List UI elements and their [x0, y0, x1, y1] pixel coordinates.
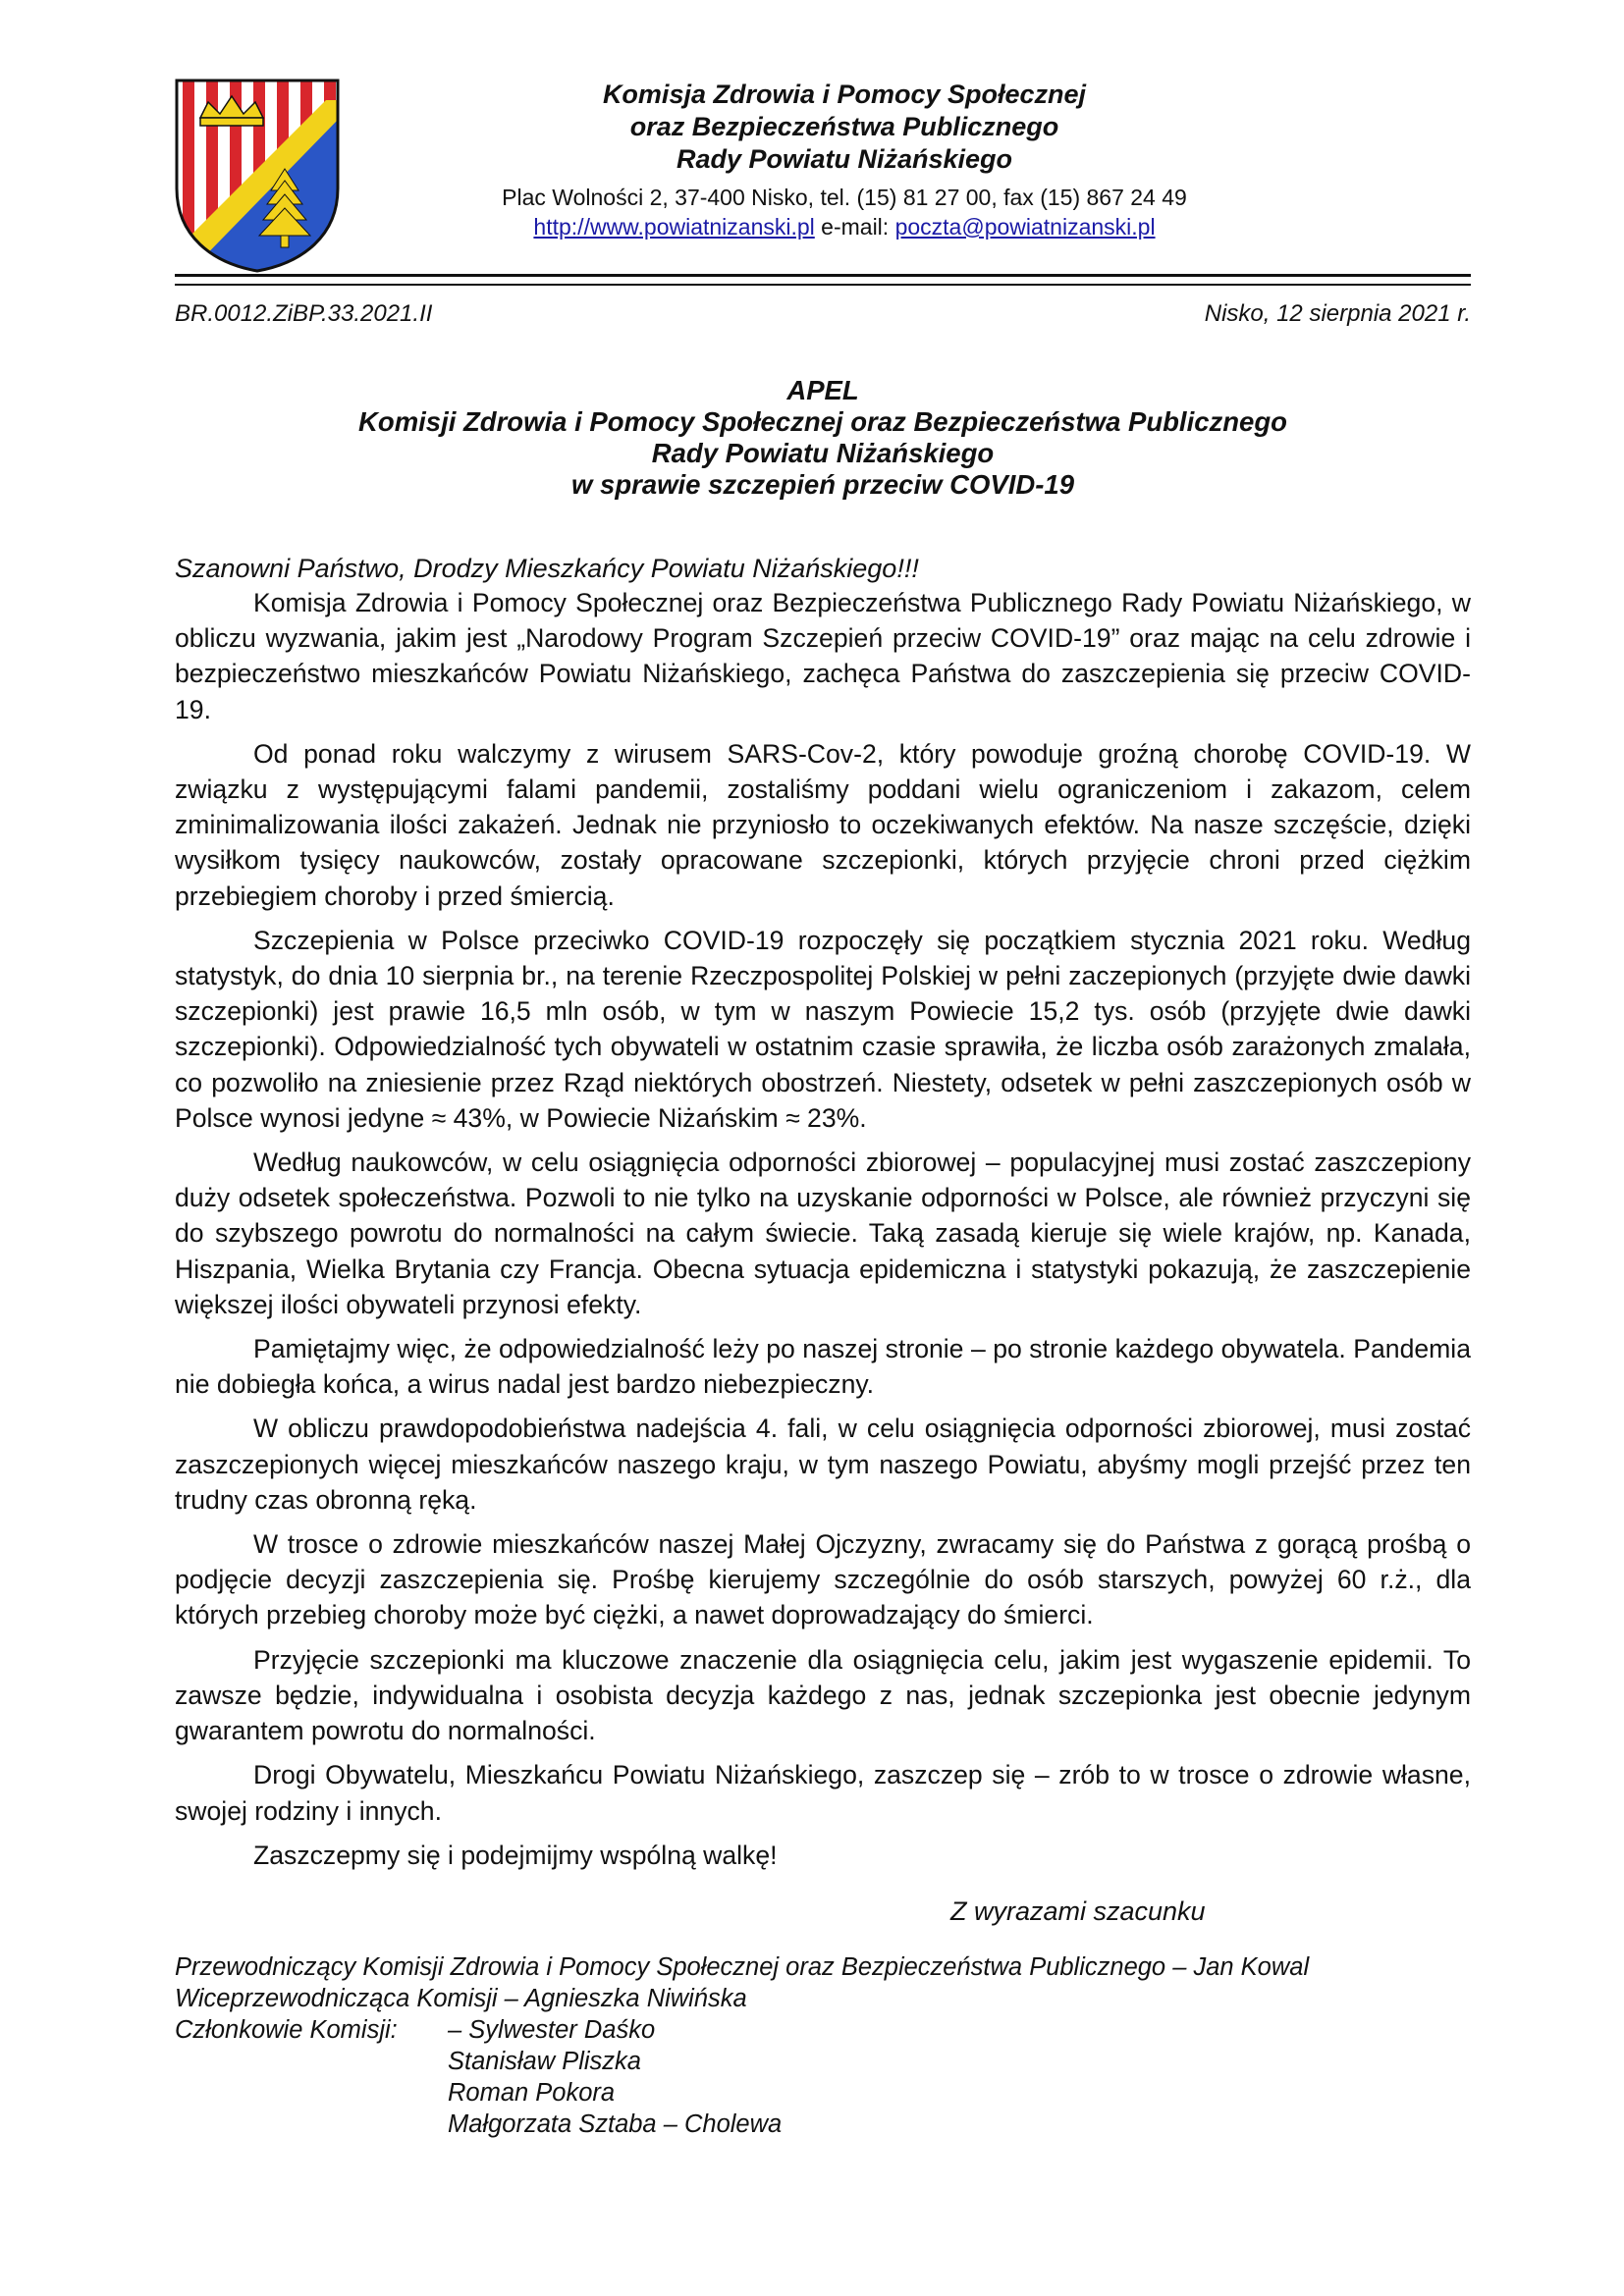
reference-number: BR.0012.ZiBP.33.2021.II: [175, 300, 433, 327]
letter-body: [175, 585, 1471, 1882]
paragraph: Zaszczepmy się i podejmijmy wspólną walkę!: [253, 1840, 778, 1870]
paragraph: W obliczu prawdopodobieństwa nadejścia 4. fali, w celu osiągnięcia odporności zbiorowej, musi zostać zaszczepionych więcej mieszkańców naszego kraju, w tym naszego Powiatu, abyśmy mogli przejść przez ten trudny czas obronną ręką.: [175, 1414, 1471, 1515]
email-label: e-mail:: [821, 214, 890, 240]
header-divider-thin: [175, 284, 1471, 286]
title-line: w sprawie szczepień przeciw COVID-19: [571, 469, 1074, 500]
member-name: Stanisław Pliszka: [448, 2048, 641, 2075]
coat-of-arms-logo: [175, 79, 340, 273]
place-date: Nisko, 12 sierpnia 2021 r.: [1204, 300, 1471, 327]
paragraph: Od ponad roku walczymy z wirusem SARS-Cov-2, który powoduje groźną chorobę COVID-19. W związku z występującymi falami pandemii, zostaliśmy poddani wielu ograniczeniom i zakazom, celem zminimalizowania ilości zakażeń. Jednak nie przyniosło to oczekiwanych efektów. Na nasze szczęście, dzięki wysiłkom tysięcy naukowców, zostały opracowane szczepionki, których przyjęcie chroni przed ciężkim przebiegiem choroby i przed śmiercią.: [175, 738, 1471, 911]
member-name: – Sylwester Daśko: [448, 2016, 656, 2044]
paragraph: Drogi Obywatelu, Mieszkańcu Powiatu Niżańskiego, zaszczep się – zrób to w trosce o zdrowie własne, swojej rodziny i innych.: [175, 1760, 1471, 1826]
org-address: Plac Wolności 2, 37-400 Nisko, tel. (15) 81 27 00, fax (15) 867 24 49: [502, 185, 1187, 210]
paragraph: Według naukowców, w celu osiągnięcia odporności zbiorowej – populacyjnej musi zostać zaszczepiony duży odsetek społeczeństwa. Pozwoli to nie tylko na uzyskanie odporności w Polsce, ale również przyczyni się do szybszego powrotu do normalności na całym świecie. Taką zasadą kieruje się wiele krajów, np. Kanada, Hiszpania, Wielka Brytania czy Francja. Obecna sytuacja epidemiczna i statystyki pokazują, że zaszczepienie większej ilości obywateli przynosi efekty.: [175, 1148, 1471, 1319]
vice-chairman-signature: Wiceprzewodnicząca Komisji – Agnieszka Niwińska: [175, 1985, 747, 2012]
document-title: [175, 375, 1471, 501]
closing: Z wyrazami szacunku: [950, 1896, 1206, 1926]
org-name-line: oraz Bezpieczeństwa Publicznego: [629, 112, 1059, 141]
title-line: Komisji Zdrowia i Pomocy Społecznej oraz Bezpieczeństwa Publicznego: [358, 406, 1287, 437]
members-list: [448, 2014, 782, 2140]
org-name-line: Komisja Zdrowia i Pomocy Społecznej: [602, 80, 1087, 109]
member-name: Roman Pokora: [448, 2079, 616, 2107]
org-name-line: Rady Powiatu Niżańskiego: [676, 144, 1013, 174]
title-line: APEL: [786, 375, 859, 405]
members-block: [175, 2014, 1309, 2138]
members-label: Członkowie Komisji:: [175, 2016, 398, 2044]
org-name: [353, 79, 1335, 176]
paragraph: Szczepienia w Polsce przeciwko COVID-19 rozpoczęły się początkiem stycznia 2021 roku. Według statystyk, do dnia 10 sierpnia br., na terenie Rzeczpospolitej Polskiej w pełni zaczepionych (przyjęte dwie dawki szczepionki) jest prawie 16,5 mln osób, w tym w naszym Powiecie 15,2 tys. osób (przyjęte dwie dawki szczepionki). Odpowiedzialność tych obywateli w ostatnim czasie sprawiła, że liczba osób zarażonych zmalała, co pozwoliło na zniesienie przez Rząd niektórych obostrzeń. Niestety, odsetek w pełni zaszczepionych osób w Polsce wynosi jedyne ≈ 43%, w Powiecie Niżańskim ≈ 23%.: [175, 925, 1471, 1133]
salutation: Szanowni Państwo, Drodzy Mieszkańcy Powiatu Niżańskiego!!!: [175, 554, 919, 583]
paragraph: W trosce o zdrowie mieszkańców naszej Małej Ojczyzny, zwracamy się do Państwa z gorącą prośbą o podjęcie decyzji zaszczepienia się. Prośbę kierujemy szczególnie do osób starszych, powyżej 60 r.ż., dla których przebieg choroby może być ciężki, a nawet doprowadzający do śmierci.: [175, 1529, 1471, 1630]
member-name: Małgorzata Sztaba – Cholewa: [448, 2110, 783, 2138]
email-link[interactable]: poczta@powiatnizanski.pl: [894, 214, 1156, 240]
chairman-signature: Przewodniczący Komisji Zdrowia i Pomocy Społecznej oraz Bezpieczeństwa Publicznego – Jan Kowal: [175, 1953, 1310, 1981]
title-line: Rady Powiatu Niżańskiego: [651, 438, 995, 468]
paragraph: Komisja Zdrowia i Pomocy Społecznej oraz Bezpieczeństwa Publicznego Rady Powiatu Niżańskiego, w obliczu wyzwania, jakim jest „Narodowy Program Szczepień przeciw COVID-19” oraz mając na celu zdrowie i bezpieczeństwo mieszkańców Powiatu Niżańskiego, zachęca Państwa do zaszczepienia się przeciw COVID-19.: [175, 588, 1471, 724]
paragraph: Pamiętajmy więc, że odpowiedzialność leży po naszej stronie – po stronie każdego obywatela. Pandemia nie dobiegła końca, a wirus nadal jest bardzo niebezpieczny.: [175, 1334, 1471, 1400]
website-link[interactable]: http://www.powiatnizanski.pl: [533, 214, 815, 240]
org-contact-links: [353, 212, 1335, 241]
signatures: [175, 1951, 1310, 2138]
paragraph: Przyjęcie szczepionki ma kluczowe znaczenie dla osiągnięcia celu, jakim jest wygaszenie epidemii. To zawsze będzie, indywidualna i osobista decyzja każdego z nas, jednak szczepionka jest obecnie jedynym gwarantem powrotu do normalności.: [175, 1644, 1471, 1746]
header-divider: [175, 274, 1471, 277]
